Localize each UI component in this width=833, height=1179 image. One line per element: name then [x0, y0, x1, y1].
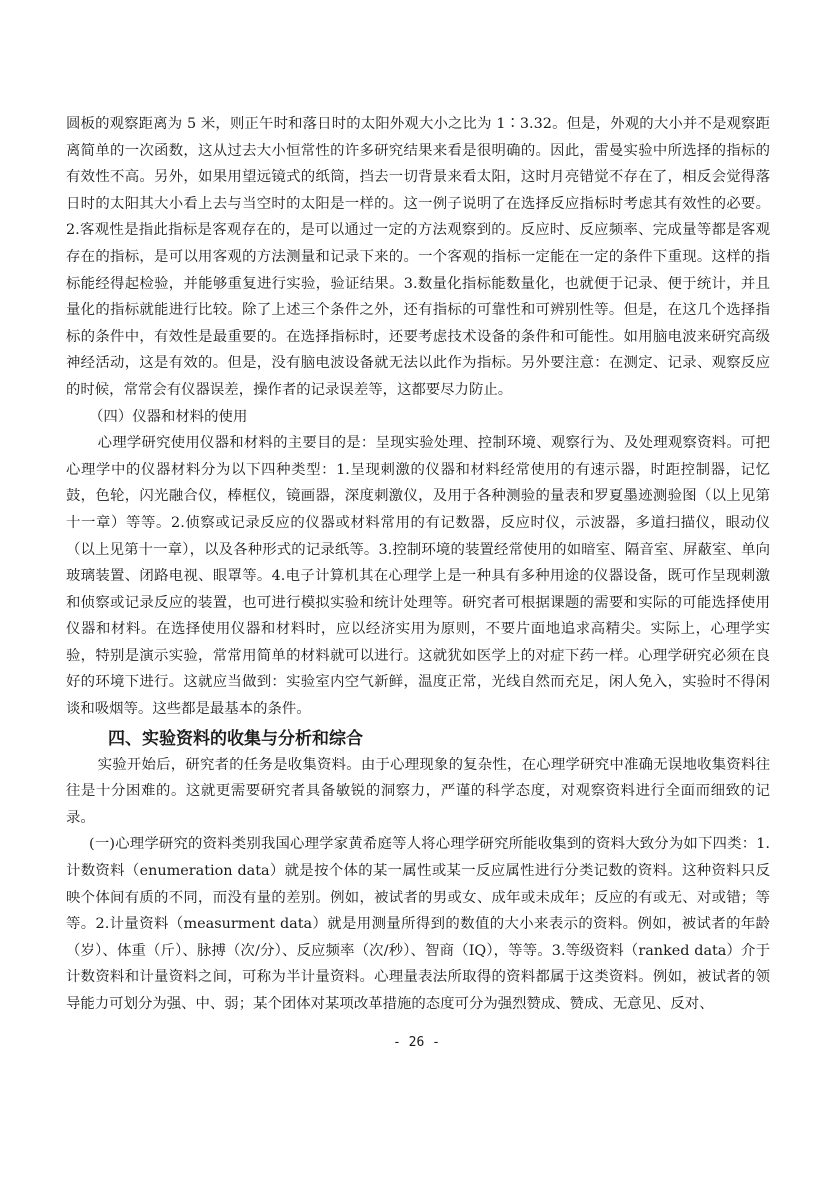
paragraph-data-collection: 实验开始后，研究者的任务是收集资料。由于心理现象的复杂性，在心理学研究中准确无误地收集资料往往是十分困难的。这就更需要研究者具备敏锐的洞察力，严谨的科学态度，对观察资料进行全面而细致的记录。 [66, 756, 770, 826]
paragraph-indicator-criteria: 圆板的观察距离为 5 米，则正午时和落日时的太阳外观大小之比为 1∶3.32。但是，外观的大小并不是观察距离简单的一次函数，这从过去大小恒常性的许多研究结果来看是很明确的。因此，雷曼实验中所选择的指标的有效性不高。另外，如果用望远镜式的纸筒，挡去一切背景来看太阳，这时月亮错觉不存在了，相反会觉得落日时的太阳其大小看上去与当空时的太阳是一样的。这一例子说明了在选择反应指标时考虑其有效性的必要。2.客观性是指此指标是客观存在的，是可以通过一定的方法观察到的。反应时、反应频率、完成量等都是客观存在的指标，是可以用客观的方法测量和记录下来的。一个客观的指标一定能在一定的条件下重现。这样的指标能经得起检验，并能够重复进行实验，验证结果。3.数量化指标能数量化，也就便于记录、便于统计，并且量化的指标就能进行比较。除了上述三个条件之外，还有指标的可靠性和可辨别性等。但是，在这几个选择指标的条件中，有效性是最重要的。在选择指标时，还要考虑技术设备的条件和可能性。如用脑电波来研究高级神经活动，这是有效的。但是，没有脑电波设备就无法以此作为指标。另外要注意：在测定、记录、观察反应的时候，常常会有仪器误差，操作者的记录误差等，这都要尽力防止。 [66, 116, 770, 398]
paragraph-data-categories: (一)心理学研究的资料类别我国心理学家黄希庭等人将心理学研究所能收集到的资料大致分为如下四类：1.计数资料（enumeration data）就是按个体的某一属性或某一反应属性进行分类记数的资料。这种资料只反映个体间有质的不同，而没有量的差别。例如，被试者的男或女、成年或未成年；反应的有或无、对或错；等等。2.计量资料（measurment data）就是用测量所得到的数值的大小来表示的资料。例如，被试者的年龄（岁）、体重（斤）、脉搏（次/分）、反应频率（次/秒）、智商（IQ），等等。3.等级资料（ranked data）介于计数资料和计量资料之间，可称为半计量资料。心理量表法所取得的资料都属于这类资料。例如，被试者的领导能力可划分为强、中、弱；某个团体对某项改革措施的态度可分为强烈赞成、赞成、无意见、反对、 [66, 836, 770, 1012]
subsection-title-instruments: （四）仪器和材料的使用 [89, 408, 248, 425]
section-heading: 四、实验资料的收集与分析和综合 [108, 728, 363, 749]
page-content [66, 111, 770, 1018]
page-number: - 26 - [393, 1035, 440, 1050]
paragraph-instruments: 心理学研究使用仪器和材料的主要目的是：呈现实验处理、控制环境、观察行为、及处理观察资料。可把心理学中的仪器材料分为以下四种类型：1.呈现刺激的仪器和材料经常使用的有速示器，时距控制器，记忆鼓，色轮，闪光融合仪，棒框仪，镜画器，深度刺激仪，及用于各种测验的量表和罗夏墨迹测验图（以上见第十一章）等等。2.侦察或记录反应的仪器或材料常用的有记数器，反应时仪，示波器，多道扫描仪，眼动仪（以上见第十一章），以及各种形式的记录纸等。3.控制环境的装置经常使用的如暗室、隔音室、屏蔽室、单向玻璃装置、闭路电视、眼罩等。4.电子计算机其在心理学上是一种具有多种用途的仪器设备，既可作呈现刺激和侦察或记录反应的装置，也可进行模拟实验和统计处理等。研究者可根据课题的需要和实际的可能选择使用仪器和材料。在选择使用仪器和材料时，应以经济实用为原则，不要片面地追求高精尖。实际上，心理学实验，特别是演示实验，常常用简单的材料就可以进行。这就犹如医学上的对症下药一样。心理学研究必须在良好的环境下进行。这就应当做到：实验室内空气新鲜，温度正常，光线自然而充足，闲人免入，实验时不得闲谈和吸烟等。这些都是最基本的条件。 [66, 435, 770, 718]
